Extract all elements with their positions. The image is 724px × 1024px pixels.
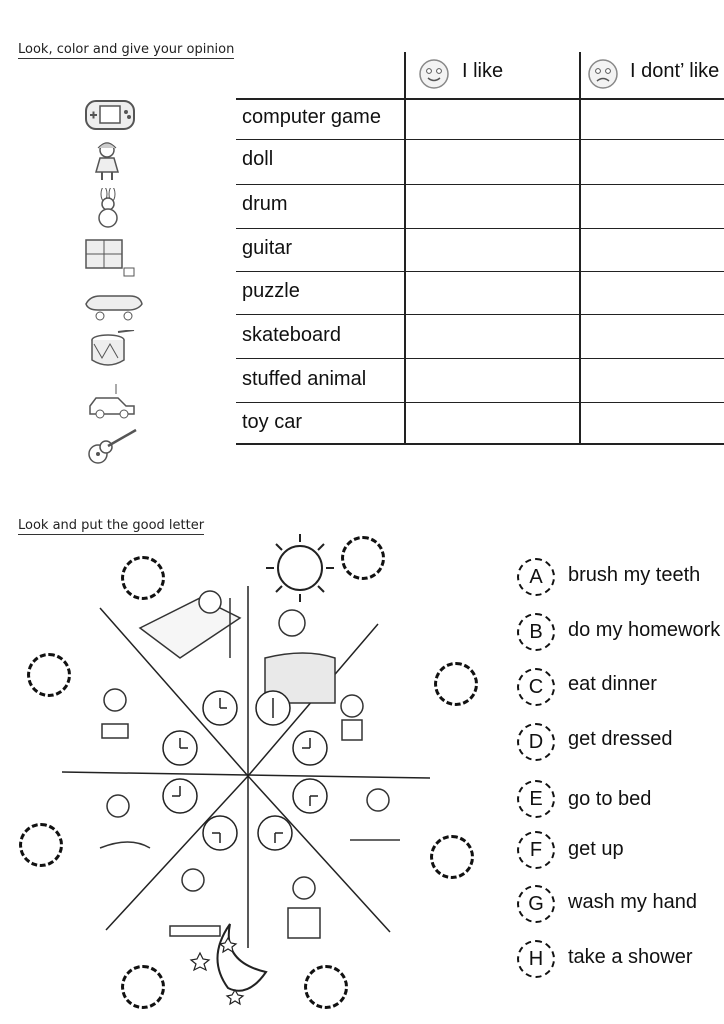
- clock-icons: [163, 691, 327, 850]
- row-label-guitar: guitar: [242, 237, 293, 259]
- table-divider: [236, 443, 724, 445]
- toy-car-icon: [80, 380, 150, 422]
- sad-face-icon: [587, 58, 619, 90]
- row-label-drum: drum: [242, 193, 288, 215]
- activity-letter-f: F: [517, 831, 555, 869]
- activity-text-b: do my homework: [568, 619, 721, 641]
- drum-icon: [80, 330, 150, 372]
- like-column-header: I like: [462, 60, 504, 82]
- section2-instruction: Look and put the good letter: [18, 518, 205, 533]
- answer-circle-5[interactable]: [19, 823, 63, 867]
- skateboard-icon: [80, 284, 150, 326]
- game-console-icon: [80, 95, 150, 137]
- activity-text-h: take a shower: [568, 946, 693, 968]
- child-figures-icon: [100, 689, 400, 938]
- row-label-computer-game: computer game: [242, 106, 381, 128]
- activity-text-f: get up: [568, 838, 624, 860]
- puzzle-icon: [80, 236, 150, 278]
- like-answer-cells[interactable]: [406, 100, 579, 443]
- activity-text-e: go to bed: [568, 788, 652, 810]
- activity-text-c: eat dinner: [568, 673, 657, 695]
- activity-letter-a: A: [517, 558, 555, 596]
- activity-letter-h: H: [517, 940, 555, 978]
- answer-circle-3[interactable]: [27, 653, 71, 697]
- guitar-icon: [80, 424, 150, 466]
- answer-circle-8[interactable]: [304, 965, 348, 1009]
- answer-circle-2[interactable]: [341, 536, 385, 580]
- moon-icon: [217, 924, 266, 991]
- bunny-icon: [80, 188, 150, 230]
- activity-letter-d: D: [517, 723, 555, 761]
- dislike-answer-cells[interactable]: [581, 100, 724, 443]
- row-label-puzzle: puzzle: [242, 280, 300, 302]
- activity-text-d: get dressed: [568, 728, 673, 750]
- answer-circle-6[interactable]: [430, 835, 474, 879]
- answer-circle-4[interactable]: [434, 662, 478, 706]
- answer-circle-7[interactable]: [121, 965, 165, 1009]
- sleeping-child-icon: [140, 591, 240, 658]
- activity-letter-g: G: [517, 885, 555, 923]
- answer-circle-1[interactable]: [121, 556, 165, 600]
- row-label-doll: doll: [242, 148, 274, 170]
- dislike-column-header: I dont’ like: [630, 60, 720, 82]
- waking-child-icon: [265, 610, 335, 703]
- row-label-stuffed-animal: stuffed animal: [242, 368, 367, 390]
- activity-letter-b: B: [517, 613, 555, 651]
- row-label-skateboard: skateboard: [242, 324, 341, 346]
- section1-instruction: Look, color and give your opinion: [18, 42, 235, 57]
- doll-icon: [80, 140, 150, 182]
- activity-text-a: brush my teeth: [568, 564, 701, 586]
- sun-icon: [266, 534, 334, 602]
- row-label-toy-car: toy car: [242, 411, 303, 433]
- activity-letter-c: C: [517, 668, 555, 706]
- happy-face-icon: [418, 58, 450, 90]
- daily-routine-wheel: [60, 528, 440, 1018]
- activity-text-g: wash my hand: [568, 891, 697, 913]
- activity-letter-e: E: [517, 780, 555, 818]
